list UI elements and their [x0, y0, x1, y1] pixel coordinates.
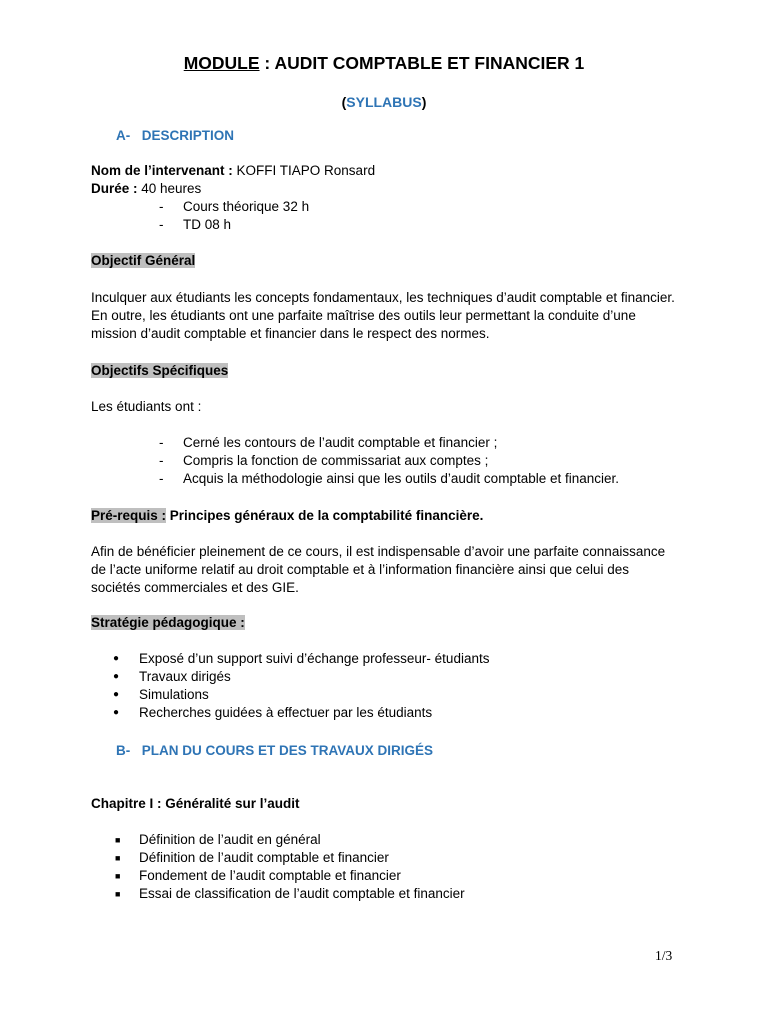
bullet-icon: ●	[113, 653, 120, 664]
list-item	[113, 650, 490, 668]
duree-value: 40 heures	[137, 181, 202, 196]
section-b-label: PLAN DU COURS ET DES TRAVAUX DIRIGÉS	[141, 743, 434, 758]
dash-marker: -	[159, 199, 164, 214]
title-module: MODULE	[183, 53, 260, 73]
list-item-text: Recherches guidées à effectuer par les étudiants	[139, 705, 433, 720]
list-item-text: Simulations	[139, 687, 209, 702]
bullet-icon: ●	[113, 707, 120, 718]
bullet-icon: ●	[113, 671, 120, 682]
objectifs-list	[159, 434, 620, 488]
objectif-general-label: Objectif Général	[91, 253, 196, 268]
objectifs-specifiques-heading	[91, 362, 691, 380]
title-rest: : AUDIT COMPTABLE ET FINANCIER 1	[259, 53, 585, 73]
dash-marker: -	[159, 217, 164, 232]
prerequis-label: Pré-requis :	[91, 508, 167, 523]
prerequis-text: Afin de bénéficier pleinement de ce cours, il est indispensable d’avoir une parfaite connaissance de l’acte uniforme relatif au droit comptable et à l’information financière ainsi que celui des sociétés commerciales et des GIE.	[91, 544, 666, 595]
list-item-text: Exposé d’un support suivi d’échange professeur- étudiants	[139, 651, 490, 666]
objectif-general-text: Inculquer aux étudiants les concepts fondamentaux, les techniques d’audit comptable et financier. En outre, les étudiants ont une parfaite maîtrise des outils leur permettant la conduite d’une mission d’audit comptable et financier dans le respect des normes.	[91, 290, 675, 341]
list-item-text: Compris la fonction de commissariat aux comptes ;	[183, 453, 489, 468]
list-item	[113, 686, 489, 704]
list-item	[159, 470, 620, 488]
duree-line	[91, 180, 691, 198]
square-bullet-icon: ■	[115, 871, 121, 881]
duree-label: Durée :	[91, 181, 138, 196]
paren-open: (	[341, 94, 347, 110]
objectifs-intro: Les étudiants ont :	[91, 399, 202, 414]
list-item	[115, 849, 465, 867]
intervenant-value: KOFFI TIAPO Ronsard	[232, 163, 376, 178]
paren-close: )	[421, 94, 427, 110]
strategie-list	[113, 650, 490, 722]
list-item-text: Fondement de l’audit comptable et financier	[139, 868, 401, 883]
chapitre-1-heading: Chapitre I : Généralité sur l’audit	[91, 796, 300, 811]
list-item	[115, 867, 465, 885]
section-a-num: A-	[116, 128, 131, 143]
list-item	[159, 452, 619, 470]
dash-marker: -	[159, 453, 164, 468]
list-item-text: Définition de l’audit comptable et financier	[139, 850, 389, 865]
dash-marker: -	[159, 435, 164, 450]
list-item-text: Cerné les contours de l’audit comptable et financier ;	[183, 435, 498, 450]
section-b-heading	[116, 742, 433, 760]
page-title	[0, 52, 768, 74]
list-item	[159, 216, 309, 234]
list-item-text: Définition de l’audit en général	[139, 832, 321, 847]
section-b-num: B-	[116, 743, 131, 758]
list-item	[113, 704, 489, 722]
strategie-label: Stratégie pédagogique :	[91, 615, 245, 630]
section-a-heading	[116, 127, 234, 145]
square-bullet-icon: ■	[115, 889, 121, 899]
dash-marker: -	[159, 471, 164, 486]
subtitle	[0, 93, 768, 111]
square-bullet-icon: ■	[115, 835, 121, 845]
list-item-text: TD 08 h	[183, 217, 232, 232]
objectif-general-heading	[91, 252, 691, 270]
intervenant-label: Nom de l’intervenant :	[91, 163, 233, 178]
list-item-text: Travaux dirigés	[139, 669, 231, 684]
chapitre-1-list	[115, 831, 465, 903]
list-item	[115, 885, 465, 903]
intervenant-line	[91, 162, 691, 180]
list-item	[113, 668, 489, 686]
list-item-text: Acquis la méthodologie ainsi que les outils d’audit comptable et financier.	[183, 471, 620, 486]
list-item	[115, 831, 465, 849]
objectifs-specifiques-label: Objectifs Spécifiques	[91, 363, 229, 378]
duree-list	[159, 198, 310, 234]
list-item	[159, 198, 310, 216]
section-a-label: DESCRIPTION	[141, 128, 235, 143]
list-item-text: Essai de classification de l’audit comptable et financier	[139, 886, 465, 901]
square-bullet-icon: ■	[115, 853, 121, 863]
prerequis-line	[91, 507, 691, 525]
page-number: 1/3	[655, 948, 673, 963]
strategie-heading	[91, 614, 691, 632]
prerequis-value: Principes généraux de la comptabilité financière.	[166, 508, 484, 523]
list-item	[159, 434, 619, 452]
bullet-icon: ●	[113, 689, 120, 700]
list-item-text: Cours théorique 32 h	[183, 199, 310, 214]
syllabus-label: SYLLABUS	[346, 94, 422, 110]
